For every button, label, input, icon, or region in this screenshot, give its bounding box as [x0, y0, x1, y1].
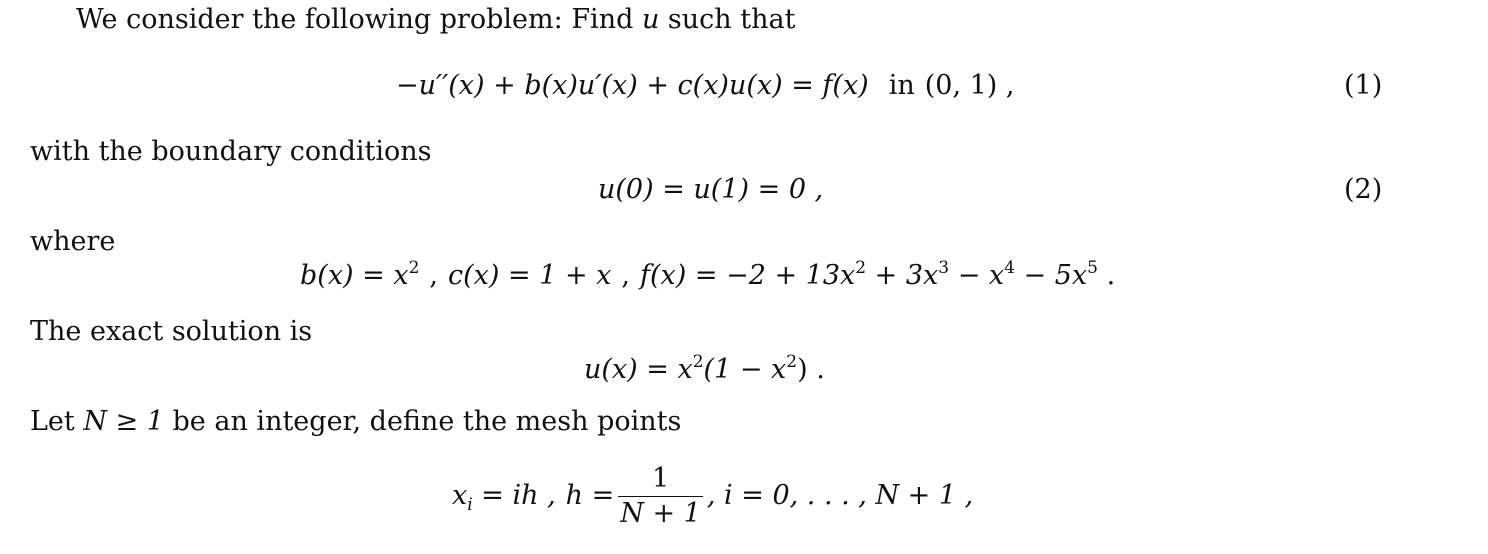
intro-line [76, 4, 795, 36]
f-exponent-2: 2 [855, 258, 867, 278]
b-definition: b(x) = x [300, 260, 409, 291]
f-exponent-4: 4 [1004, 258, 1015, 278]
intro-var-u: u [641, 4, 660, 35]
f-term-5: − 5x [1014, 260, 1088, 291]
b-exponent: 2 [408, 258, 420, 278]
equation-1-domain: (0, 1) , [924, 70, 1015, 101]
boundary-conditions-text: with the boundary conditions [30, 136, 432, 167]
where-text: where [30, 226, 116, 257]
exact-solution-equation [584, 354, 825, 386]
f-exponent-3: 3 [938, 258, 950, 278]
mesh-xi: x [452, 480, 468, 511]
equation-2-number: (2) [1344, 174, 1383, 205]
mesh-fraction [618, 464, 703, 529]
f-end: . [1098, 260, 1116, 291]
mesh-tail: be an integer, define the mesh points [163, 406, 682, 437]
equation-2: u(0) = u(1) = 0 , [598, 174, 824, 205]
exact-end: ) . [797, 354, 825, 385]
equation-1-number: (1) [1344, 70, 1383, 101]
mesh-h-lhs: h = [565, 480, 615, 511]
coefficients-equation: $b(x) = x^2$ , c(x) = 1 + x , $f(x) = -2 + 13x^2 + 3x^3 - x^4 - 5x^5$ . [300, 258, 1116, 291]
exact-lhs: u(x) = x [584, 354, 693, 385]
intro-lead: We consider the following problem: Find [76, 4, 642, 35]
mesh-fraction-denominator: N + 1 [620, 498, 701, 529]
mesh-condition: N ≥ 1 [83, 406, 164, 437]
equation-1 [396, 70, 1015, 102]
c-definition: c(x) = 1 + x [448, 260, 612, 291]
exact-mid: (1 − x [703, 354, 787, 385]
exact-solution-text: The exact solution is [30, 316, 313, 347]
f-exponent-5: 5 [1087, 258, 1098, 278]
exact-exponent-b: 2 [786, 352, 798, 372]
exact-exponent-a: 2 [692, 352, 704, 372]
mesh-lead: Let [30, 406, 84, 437]
equation-1-domain-word: in [888, 70, 915, 101]
mesh-range: , i = 0, . . . , N + 1 , [706, 480, 974, 511]
mesh-xi-rhs: = ih , [472, 480, 556, 511]
f-term-3: + 3x [866, 260, 939, 291]
mesh-equation [452, 464, 973, 529]
mesh-xi-subscript: i [467, 495, 473, 515]
f-term-4: − x [949, 260, 1005, 291]
mesh-intro-text [30, 406, 681, 438]
mesh-fraction-numerator: 1 [618, 464, 703, 497]
f-definition: f(x) = −2 + 13x [640, 260, 856, 291]
intro-tail: such that [659, 4, 796, 35]
equation-1-lhs: −u′′(x) + b(x)u′(x) + c(x)u(x) = f(x) [396, 70, 869, 101]
